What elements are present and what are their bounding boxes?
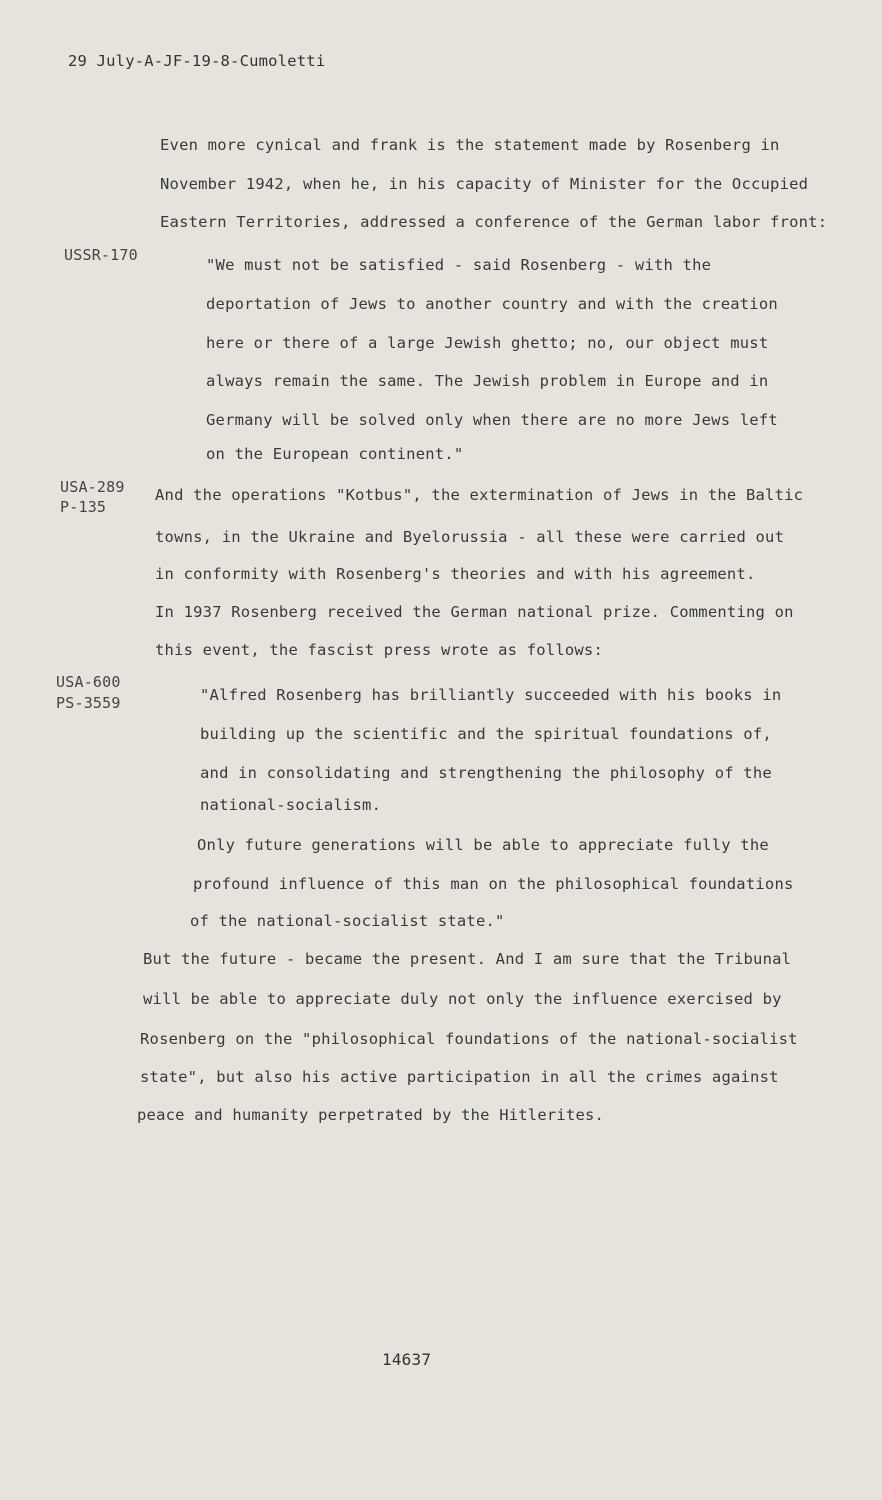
text-line: And the operations "Kotbus", the extermination of Jews in the Baltic (155, 486, 804, 504)
exhibit-reference: USA-600 (56, 673, 121, 691)
text-line: But the future - became the present. And I am sure that the Tribunal (143, 950, 792, 968)
exhibit-reference: USSR-170 (64, 246, 138, 264)
text-line: of the national-socialist state." (190, 912, 505, 930)
text-line: building up the scientific and the spiritual foundations of, (200, 725, 772, 743)
exhibit-reference: P-135 (60, 498, 107, 516)
document-reference: 29 July-A-JF-19-8-Cumoletti (68, 52, 326, 70)
text-line: towns, in the Ukraine and Byelorussia - all these were carried out (155, 528, 785, 546)
text-line: here or there of a large Jewish ghetto; no, our object must (206, 334, 769, 352)
exhibit-reference: USA-289 (60, 478, 125, 496)
text-line: Even more cynical and frank is the statement made by Rosenberg in (160, 136, 780, 154)
text-line: Germany will be solved only when there are no more Jews left (206, 411, 778, 429)
text-line: "Alfred Rosenberg has brilliantly succeeded with his books in (200, 686, 782, 704)
text-line: Eastern Territories, addressed a conference of the German labor front: (160, 213, 828, 231)
text-line: peace and humanity perpetrated by the Hitlerites. (137, 1106, 605, 1124)
text-line: this event, the fascist press wrote as follows: (155, 641, 603, 659)
page-number: 14637 (382, 1350, 432, 1369)
text-line: will be able to appreciate duly not only the influence exercised by (143, 990, 782, 1008)
text-line: November 1942, when he, in his capacity of Minister for the Occupied (160, 175, 809, 193)
text-line: on the European continent." (206, 445, 464, 463)
text-line: in conformity with Rosenberg's theories and with his agreement. (155, 565, 756, 583)
text-line: and in consolidating and strengthening the philosophy of the (200, 764, 772, 782)
text-line: Rosenberg on the "philosophical foundations of the national-socialist (140, 1030, 798, 1048)
text-line: deportation of Jews to another country and with the creation (206, 295, 778, 313)
text-line: national-socialism. (200, 796, 382, 814)
text-line: In 1937 Rosenberg received the German national prize. Commenting on (155, 603, 794, 621)
text-line: "We must not be satisfied - said Rosenberg - with the (206, 256, 712, 274)
text-line: Only future generations will be able to appreciate fully the (197, 836, 769, 854)
exhibit-reference: PS-3559 (56, 694, 121, 712)
text-line: always remain the same. The Jewish problem in Europe and in (206, 372, 769, 390)
text-line: profound influence of this man on the philosophical foundations (193, 875, 794, 893)
text-line: state", but also his active participation in all the crimes against (140, 1068, 779, 1086)
